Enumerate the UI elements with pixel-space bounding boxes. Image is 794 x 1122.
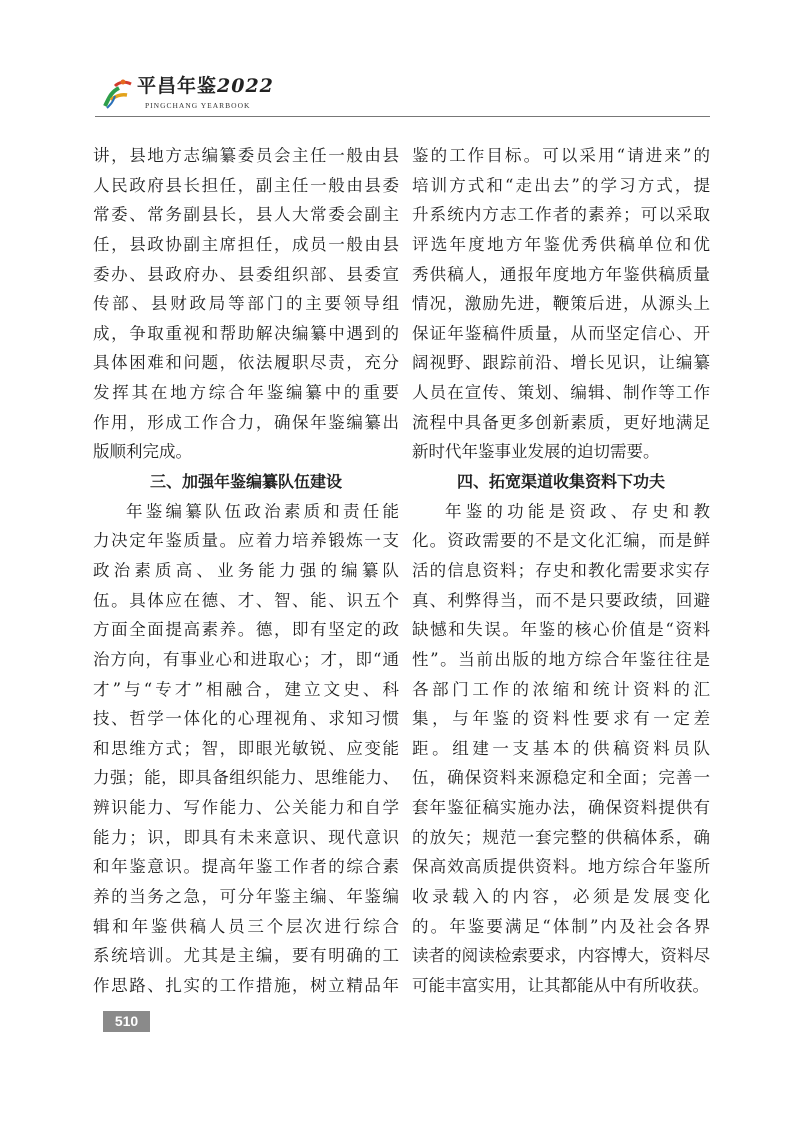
text-line: 保高效高质提供资料。地方综合年鉴所 xyxy=(412,857,710,877)
text-line: 缺憾和失误。年鉴的核心价值是“资料 xyxy=(412,620,710,640)
text-line: 力决定年鉴质量。应着力培养锻炼一支 xyxy=(93,531,399,551)
text-line: 伍，确保资料来源稳定和全面；完善一 xyxy=(412,768,710,788)
text-line: 各部门工作的浓缩和统计资料的汇 xyxy=(412,679,710,699)
text-line: 伍。具体应在德、才、智、能、识五个 xyxy=(93,590,399,610)
text-line: 辨识能力、写作能力、公关能力和自学 xyxy=(93,798,399,818)
text-line: 新时代年鉴事业发展的迫切需要。 xyxy=(412,442,660,462)
running-header xyxy=(95,74,715,114)
text-line: 年鉴编纂队伍政治素质和责任能 xyxy=(126,501,399,521)
text-line: 系统培训。尤其是主编，要有明确的工 xyxy=(93,946,399,966)
text-line: 辑和年鉴供稿人员三个层次进行综合 xyxy=(93,916,399,936)
left-column xyxy=(93,141,399,1001)
text-line: 性”。当前出版的地方综合年鉴往往是 xyxy=(412,649,710,669)
yearbook-title-en: PINGCHANG YEARBOOK xyxy=(145,101,251,110)
text-line: 流程中具备更多创新素质，更好地满足 xyxy=(412,412,710,432)
text-line: 距。组建一支基本的供稿资料员队 xyxy=(412,738,710,758)
text-line: 作用，形成工作合力，确保年鉴编纂出 xyxy=(93,412,399,432)
text-line: 集，与年鉴的资料性要求有一定差 xyxy=(412,709,710,729)
text-line: 升系统内方志工作者的素养；可以采取 xyxy=(412,205,710,225)
header-rule xyxy=(95,116,710,117)
text-line: 的。年鉴要满足“体制”内及社会各界 xyxy=(412,916,710,936)
text-line: 化。资政需要的不是文化汇编，而是鲜 xyxy=(412,531,710,551)
text-line: 治方向，有事业心和进取心；才，即“通 xyxy=(93,649,399,669)
text-line: 的放矢；规范一套完整的供稿体系，确 xyxy=(412,827,710,847)
text-line: 活的信息资料；存史和教化需要求实存 xyxy=(412,560,710,580)
text-line: 可能丰富实用，让其都能从中有所收获。 xyxy=(412,975,709,995)
text-line: 年鉴的功能是资政、存史和教 xyxy=(445,501,710,521)
text-line: 能力；识，即具有未来意识、现代意识 xyxy=(93,827,399,847)
text-line: 情况，激励先进，鞭策后进，从源头上 xyxy=(412,294,710,314)
text-line: 讲，县地方志编纂委员会主任一般由县 xyxy=(93,146,399,165)
text-line: 人民政府县长担任，副主任一般由县委 xyxy=(93,175,399,195)
text-line: 发挥其在地方综合年鉴编纂中的重要 xyxy=(93,383,399,403)
text-line: 才”与“专才”相融合，建立文史、科 xyxy=(93,679,399,699)
text-line: 任，县政协副主席担任，成员一般由县 xyxy=(93,234,399,254)
text-line: 传部、县财政局等部门的主要领导组 xyxy=(93,294,399,314)
text-line: 秀供稿人，通报年度地方年鉴供稿质量 xyxy=(412,264,710,284)
yearbook-title-cn: 平昌年鉴 xyxy=(137,75,218,97)
text-line: 培训方式和“走出去”的学习方式，提 xyxy=(412,175,710,195)
yearbook-title-year: 2022 xyxy=(217,75,274,97)
text-line: 保证年鉴稿件质量，从而坚定信心、开 xyxy=(412,323,710,343)
text-line: 作思路、扎实的工作措施，树立精品年 xyxy=(93,975,399,995)
text-line: 政治素质高、业务能力强的编纂队 xyxy=(93,560,399,580)
text-line: 和年鉴意识。提高年鉴工作者的综合素 xyxy=(93,857,399,877)
text-line: 和思维方式；智，即眼光敏锐、应变能 xyxy=(93,738,399,758)
yearbook-title xyxy=(137,75,274,98)
text-line: 常委、常务副县长，县人大常委会副主 xyxy=(93,205,399,225)
text-line: 评选年度地方年鉴优秀供稿单位和优 xyxy=(412,234,710,254)
text-line: 版顺利完成。 xyxy=(93,442,192,462)
yearbook-logo-icon xyxy=(101,78,135,110)
text-line: 养的当务之急，可分年鉴主编、年鉴编 xyxy=(93,887,399,907)
text-line: 力强；能，即具备组织能力、思维能力、 xyxy=(93,768,399,788)
text-line: 真、利弊得当，而不是只要政绩，回避 xyxy=(412,590,710,610)
text-line: 人员在宣传、策划、编辑、制作等工作 xyxy=(412,383,710,403)
text-line: 读者的阅读检索要求，内容博大，资料尽 xyxy=(412,946,710,966)
text-line: 阔视野、跟踪前沿、增长见识，让编纂 xyxy=(412,353,710,373)
text-line: 技、哲学一体化的心理视角、求知习惯 xyxy=(93,709,399,729)
text-line: 方面全面提高素养。德，即有坚定的政 xyxy=(93,620,399,640)
page-number: 510 xyxy=(103,1011,150,1032)
section-heading: 四、拓宽渠道收集资料下功夫 xyxy=(456,472,665,492)
section-heading: 三、加强年鉴编纂队伍建设 xyxy=(149,472,342,492)
text-line: 套年鉴征稿实施办法，确保资料提供有 xyxy=(412,798,710,818)
text-line: 成，争取重视和帮助解决编纂中遇到的 xyxy=(93,323,399,343)
text-line: 委办、县政府办、县委组织部、县委宣 xyxy=(93,264,399,284)
text-line: 收录载入的内容，必须是发展变化 xyxy=(412,887,710,907)
right-column xyxy=(412,141,710,1001)
text-line: 具体困难和问题，依法履职尽责，充分 xyxy=(93,353,399,373)
text-line: 鉴的工作目标。可以采用“请进来”的 xyxy=(412,146,710,165)
